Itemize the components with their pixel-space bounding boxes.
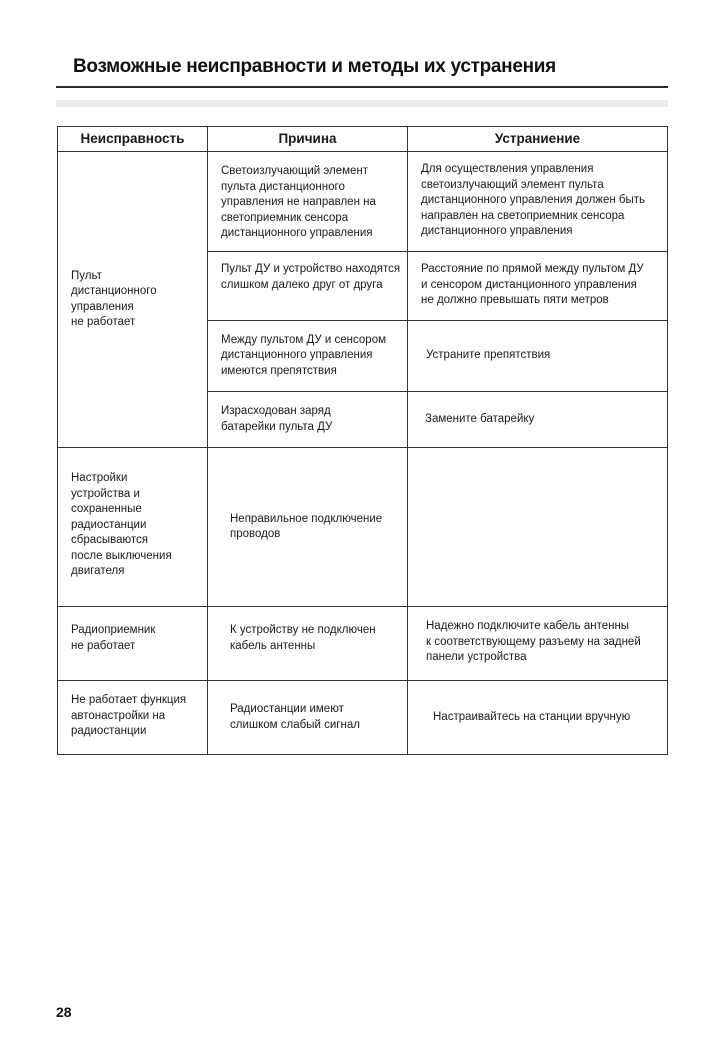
table-row bbox=[58, 681, 668, 755]
solution-text: Расстояние по прямой между пультом ДУ и сенсором дистанционного управления не должно превышать пяти метров bbox=[421, 263, 644, 306]
solution-cell bbox=[408, 681, 668, 755]
cause-text: Израсходован заряд батарейки пульта ДУ bbox=[221, 405, 333, 433]
problem-text: Пульт дистанционного управления не работает bbox=[71, 269, 157, 328]
header-problem: Неисправность bbox=[58, 127, 208, 152]
troubleshooting-table bbox=[57, 126, 668, 755]
solution-cell bbox=[408, 392, 668, 448]
table-row bbox=[58, 152, 668, 252]
solution-text: Для осуществления управления светоизлучающий элемент пульта дистанционного управления должен быть направлен на светоприемник сенсора дистанционного управления bbox=[421, 163, 646, 237]
cause-text: Светоизлучающий элемент пульта дистанционного управления не направлен на светоприемник сенсора дистанционного управления bbox=[221, 165, 376, 239]
problem-cell bbox=[58, 681, 208, 755]
solution-cell bbox=[408, 607, 668, 681]
cause-text: Неправильное подключение проводов bbox=[230, 512, 383, 540]
solution-cell bbox=[408, 321, 668, 392]
cause-cell bbox=[208, 607, 408, 681]
cause-text: Радиостанции имеют слишком слабый сигнал bbox=[230, 703, 360, 731]
cause-cell bbox=[208, 152, 408, 252]
solution-text: Настраивайтесь на станции вручную bbox=[433, 710, 631, 723]
title-shade-band bbox=[56, 100, 668, 107]
cause-text: Пульт ДУ и устройство находятся слишком далеко друг от друга bbox=[221, 263, 401, 291]
cause-cell bbox=[208, 681, 408, 755]
solution-cell bbox=[408, 152, 668, 252]
solution-cell bbox=[408, 252, 668, 321]
table-header-row bbox=[58, 127, 668, 152]
solution-text: Замените батарейку bbox=[425, 412, 535, 425]
table-row bbox=[58, 607, 668, 681]
table-row bbox=[58, 448, 668, 607]
solution-text: Устраните препятствия bbox=[426, 349, 551, 362]
solution-text: Надежно подключите кабель антенны к соответствующему разъему на задней панели устройства bbox=[426, 620, 641, 663]
page-title: Возможные неисправности и методы их устранения bbox=[73, 56, 556, 77]
solution-cell bbox=[408, 448, 668, 607]
problem-text: Настройки устройства и сохраненные радиостанции сбрасываются после выключения двигателя bbox=[71, 472, 172, 577]
cause-text: К устройству не подключен кабель антенны bbox=[230, 624, 376, 652]
cause-cell bbox=[208, 448, 408, 607]
problem-cell bbox=[58, 607, 208, 681]
problem-cell bbox=[58, 152, 208, 448]
cause-cell bbox=[208, 252, 408, 321]
cause-cell bbox=[208, 321, 408, 392]
title-underline bbox=[56, 86, 668, 88]
header-solution: Устраниение bbox=[408, 127, 668, 152]
problem-text: Радиоприемник не работает bbox=[71, 624, 156, 652]
cause-text: Между пультом ДУ и сенсором дистанционного управления имеются препятствия bbox=[221, 333, 386, 377]
page-number: 28 bbox=[56, 1004, 72, 1020]
problem-cell bbox=[58, 448, 208, 607]
problem-text: Не работает функция автонастройки на радиостанции bbox=[71, 694, 187, 737]
header-cause: Причина bbox=[208, 127, 408, 152]
cause-cell bbox=[208, 392, 408, 448]
